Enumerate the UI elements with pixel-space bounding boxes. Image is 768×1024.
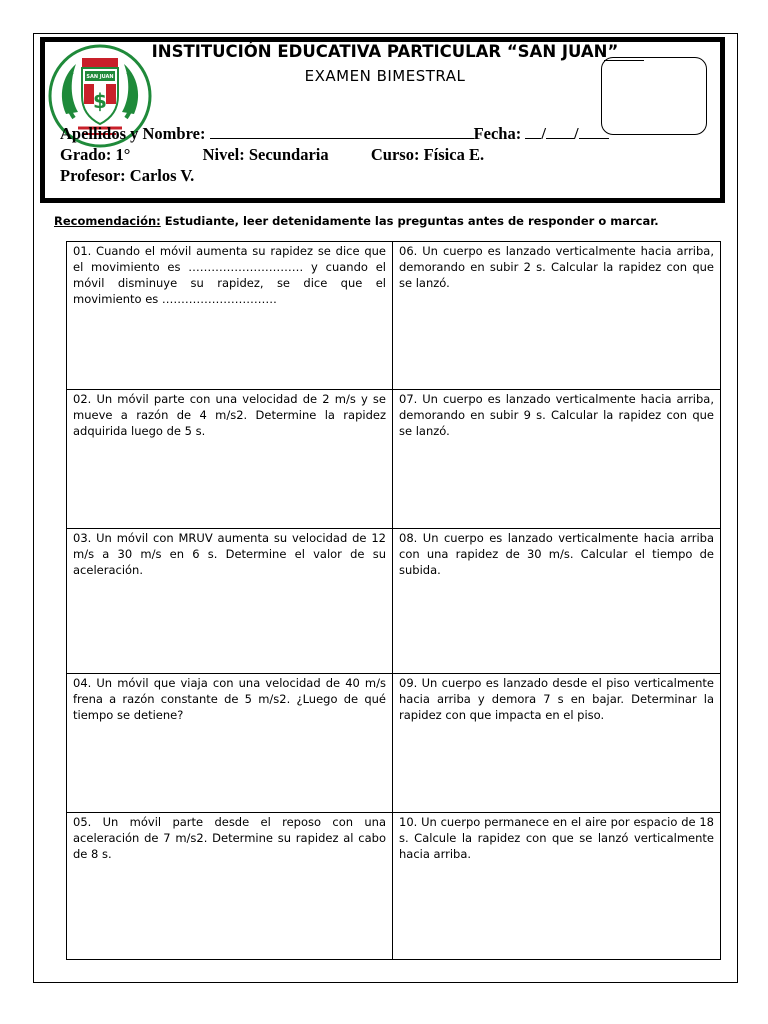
grade-label: Grado: xyxy=(60,145,112,164)
questions-table xyxy=(66,241,721,960)
question-cell[interactable]: 08. Un cuerpo es lanzado verticalmente hacia arriba con una rapidez de 30 m/s. Calcular el tiempo de subida. xyxy=(393,529,721,674)
date-day-field[interactable] xyxy=(525,124,541,139)
question-cell[interactable]: 04. Un móvil que viaja con una velocidad de 40 m/s frena a razón constante de 5 m/s2. ¿Luego de qué tiempo se detiene? xyxy=(67,674,393,813)
date-label: Fecha: xyxy=(473,124,522,143)
grade-level-course-line xyxy=(60,145,484,165)
question-cell[interactable]: 09. Un cuerpo es lanzado desde el piso verticalmente hacia arriba y demora 7 s en bajar. Determinar la rapidez con que impacta en el piso. xyxy=(393,674,721,813)
exam-title: EXAMEN BIMESTRAL xyxy=(304,67,466,85)
date-month-field[interactable] xyxy=(546,124,574,139)
question-cell[interactable]: 03. Un móvil con MRUV aumenta su velocidad de 12 m/s a 30 m/s en 6 s. Determine el valor de su aceleración. xyxy=(67,529,393,674)
recommendation-text: Estudiante, leer detenidamente las preguntas antes de responder o marcar. xyxy=(160,214,659,228)
date-separator: / xyxy=(573,124,579,143)
course-value: Física E. xyxy=(423,145,485,164)
school-name: INSTITUCIÓN EDUCATIVA PARTICULAR “SAN JUAN” xyxy=(151,42,619,61)
date-year-field[interactable] xyxy=(579,124,609,139)
course-label: Curso: xyxy=(370,145,420,164)
name-label: Apellidos y Nombre: xyxy=(60,124,206,143)
teacher-line xyxy=(60,166,194,186)
level-label: Nivel: xyxy=(202,145,245,164)
question-cell[interactable]: 05. Un móvil parte desde el reposo con una aceleración de 7 m/s2. Determine su rapidez al cabo de 8 s. xyxy=(67,813,393,960)
name-field[interactable] xyxy=(210,124,474,139)
question-cell[interactable]: 01. Cuando el móvil aumenta su rapidez se dice que el movimiento es ………………………… y cuando el móvil disminuye su rapidez, se dice que el movimiento es ………………………… xyxy=(67,242,393,390)
question-cell[interactable]: 07. Un cuerpo es lanzado verticalmente hacia arriba, demorando en subir 9 s. Calcular la rapidez con que se lanzó. xyxy=(393,390,721,529)
question-cell[interactable]: 02. Un móvil parte con una velocidad de 2 m/s y se mueve a razón de 4 m/s2. Determine la rapidez adquirida luego de 5 s. xyxy=(67,390,393,529)
grade-value: 1° xyxy=(115,145,131,164)
logo-text: SAN JUAN xyxy=(86,74,114,80)
photo-box xyxy=(601,57,707,135)
level-value: Secundaria xyxy=(248,145,329,164)
date-separator: / xyxy=(541,124,546,143)
question-cell[interactable]: 06. Un cuerpo es lanzado verticalmente hacia arriba, demorando en subir 2 s. Calcular la rapidez con que se lanzó. xyxy=(393,242,721,390)
teacher-label: Profesor: xyxy=(60,166,126,185)
name-date-line xyxy=(60,124,609,144)
recommendation xyxy=(54,214,659,228)
question-cell[interactable]: 10. Un cuerpo permanece en el aire por espacio de 18 s. Calcule la rapidez con que se lanzó verticalmente hacia arriba. xyxy=(393,813,721,960)
logo-symbol: $ xyxy=(93,89,107,113)
recommendation-label: Recomendación: xyxy=(54,214,161,228)
teacher-value: Carlos V. xyxy=(129,166,195,185)
